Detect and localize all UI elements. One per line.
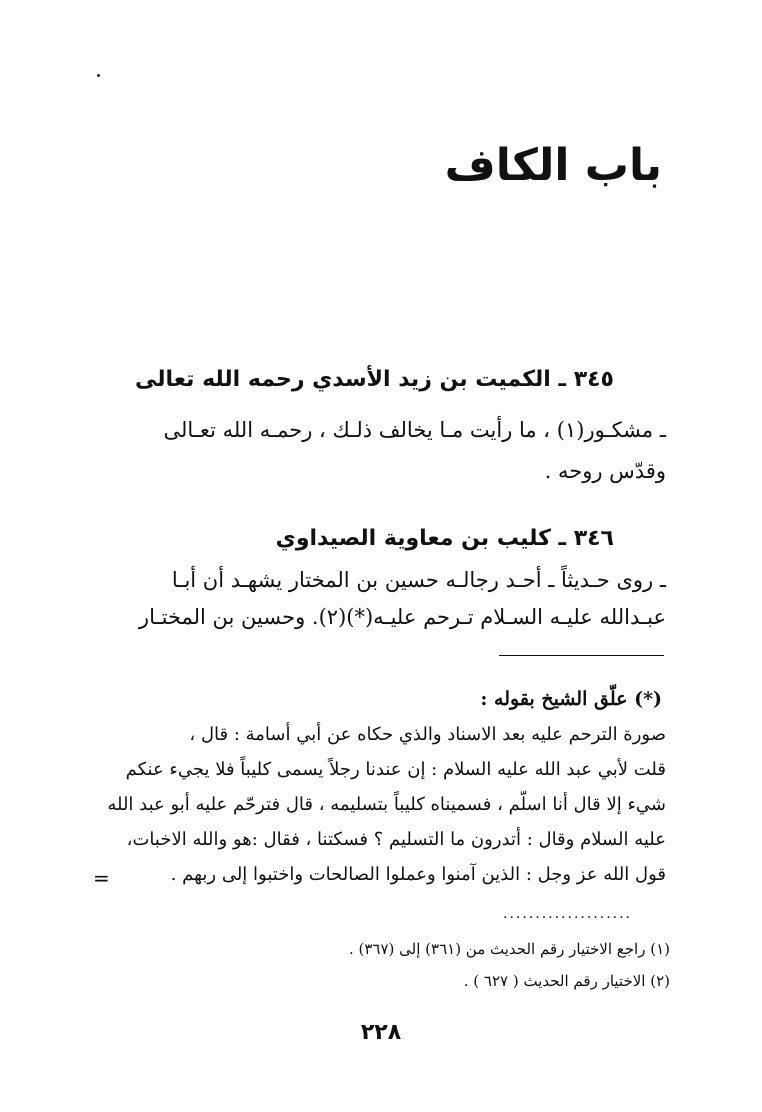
entry-346-line-1: ـ روى حـديثاً ـ أحـد رجالـه حسين بن المختار يشهـد أن أبـا bbox=[171, 568, 666, 592]
note-heading: (*) علّق الشيخ بقوله : bbox=[480, 688, 662, 710]
footnote-separator: .................... bbox=[503, 906, 633, 922]
chapter-title: باب الكاف bbox=[444, 140, 662, 191]
note-line-3: شيء إلا قال أنا اسلّم ، فسميناه كليباً بتسليمه ، قال فترحّم عليه أبو عبد الله bbox=[107, 794, 666, 815]
page-number: ٢٢٨ bbox=[360, 1020, 402, 1045]
footnote-2: (٢) الاختيار رقم الحديث ( ٦٢٧ ) . bbox=[463, 972, 670, 990]
footnote-1: (١) راجع الاختيار رقم الحديث من (٣٦١) إلى (٣٦٧) . bbox=[348, 940, 670, 958]
note-line-5: قول الله عز وجل : الذين آمنوا وعملوا الصالحات واختبوا إلى ربهم . bbox=[170, 864, 666, 885]
entry-heading-346: ٣٤٦ ـ كليب بن معاوية الصيداوي bbox=[275, 526, 614, 551]
continuation-mark: = bbox=[93, 866, 110, 890]
note-line-2: قلت لأبي عبد الله عليه السلام : إن عندنا رجلاً يسمى كليباً فلا يجيء عنكم bbox=[125, 759, 666, 780]
note-separator-line bbox=[499, 655, 664, 656]
stray-dot bbox=[97, 74, 100, 77]
entry-346-line-2: عبـدالله عليـه السـلام تـرحم عليـه(*)(٢). وحسين بن المختـار bbox=[138, 605, 666, 629]
entry-345-line-2: وقدّس روحه . bbox=[544, 459, 666, 483]
note-line-1: صورة الترحم عليه بعد الاسناد والذي حكاه عن أبي أسامة : قال ، bbox=[189, 724, 666, 745]
entry-heading-345: ٣٤٥ ـ الكميت بن زيد الأسدي رحمه الله تعالى bbox=[134, 367, 614, 392]
note-line-4: عليه السلام وقال : أتدرون ما التسليم ؟ فسكتنا ، فقال :هو والله الاخبات، bbox=[126, 829, 666, 850]
entry-345-line-1: ـ مشكـور(١) ، ما رأيت مـا يخالف ذلـك ، رحمـه الله تعـالى bbox=[163, 418, 666, 442]
